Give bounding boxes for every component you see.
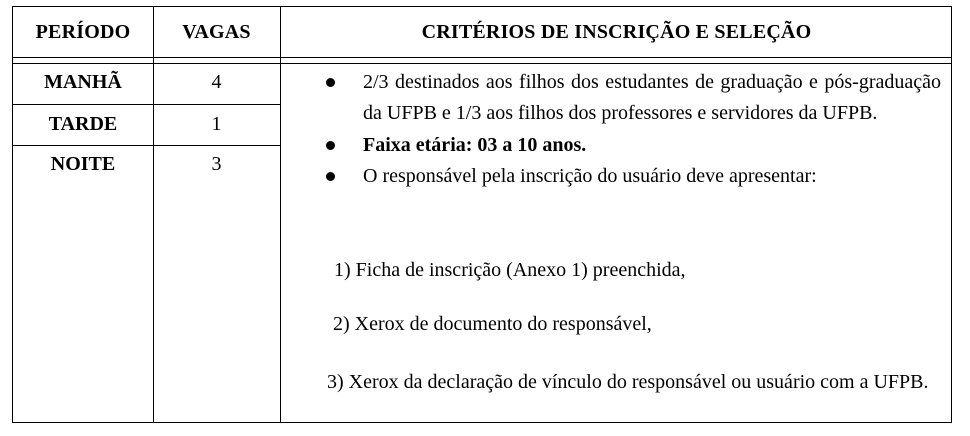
criteria-bullet-text: 2/3 destinados aos filhos dos estudantes de graduação e pós-graduação da UFPB e 1/3 aos filhos dos professores e servidores da UFPB. bbox=[363, 71, 941, 124]
criteria-bullet-text: Faixa etária: 03 a 10 anos. bbox=[363, 134, 587, 156]
row-divider bbox=[13, 145, 280, 146]
period-afternoon: TARDE bbox=[48, 112, 118, 135]
header-vacancies: VAGAS bbox=[182, 20, 251, 43]
header-period: PERÍODO bbox=[35, 20, 131, 43]
vacancies-morning: 4 bbox=[211, 70, 222, 93]
bullet-icon bbox=[326, 141, 335, 150]
criteria-numbered-item: 1) Ficha de inscrição (Anexo 1) preenchida, bbox=[334, 259, 686, 281]
criteria-bullet-item bbox=[307, 67, 941, 129]
criteria-numbered-item: 2) Xerox de documento do responsável, bbox=[333, 313, 652, 335]
row-divider bbox=[13, 104, 280, 105]
criteria-numbered-item: 3) Xerox da declaração de vínculo do responsável ou usuário com a UFPB. bbox=[327, 371, 929, 393]
period-night: NOITE bbox=[50, 152, 116, 175]
period-morning: MANHÃ bbox=[44, 70, 122, 93]
header-divider bbox=[13, 63, 951, 64]
header-divider bbox=[13, 57, 951, 58]
bullet-icon bbox=[326, 172, 335, 181]
bullet-icon bbox=[326, 78, 335, 87]
column-divider bbox=[280, 7, 281, 422]
criteria-list bbox=[307, 67, 941, 192]
criteria-bullet-text: O responsável pela inscrição do usuário deve apresentar: bbox=[363, 165, 817, 187]
criteria-bullet-item bbox=[307, 161, 941, 192]
vacancies-afternoon: 1 bbox=[211, 112, 222, 135]
criteria-table bbox=[12, 6, 952, 423]
criteria-bullet-item bbox=[307, 130, 941, 161]
header-criteria: CRITÉRIOS DE INSCRIÇÃO E SELEÇÃO bbox=[421, 20, 812, 43]
vacancies-night: 3 bbox=[211, 152, 222, 175]
